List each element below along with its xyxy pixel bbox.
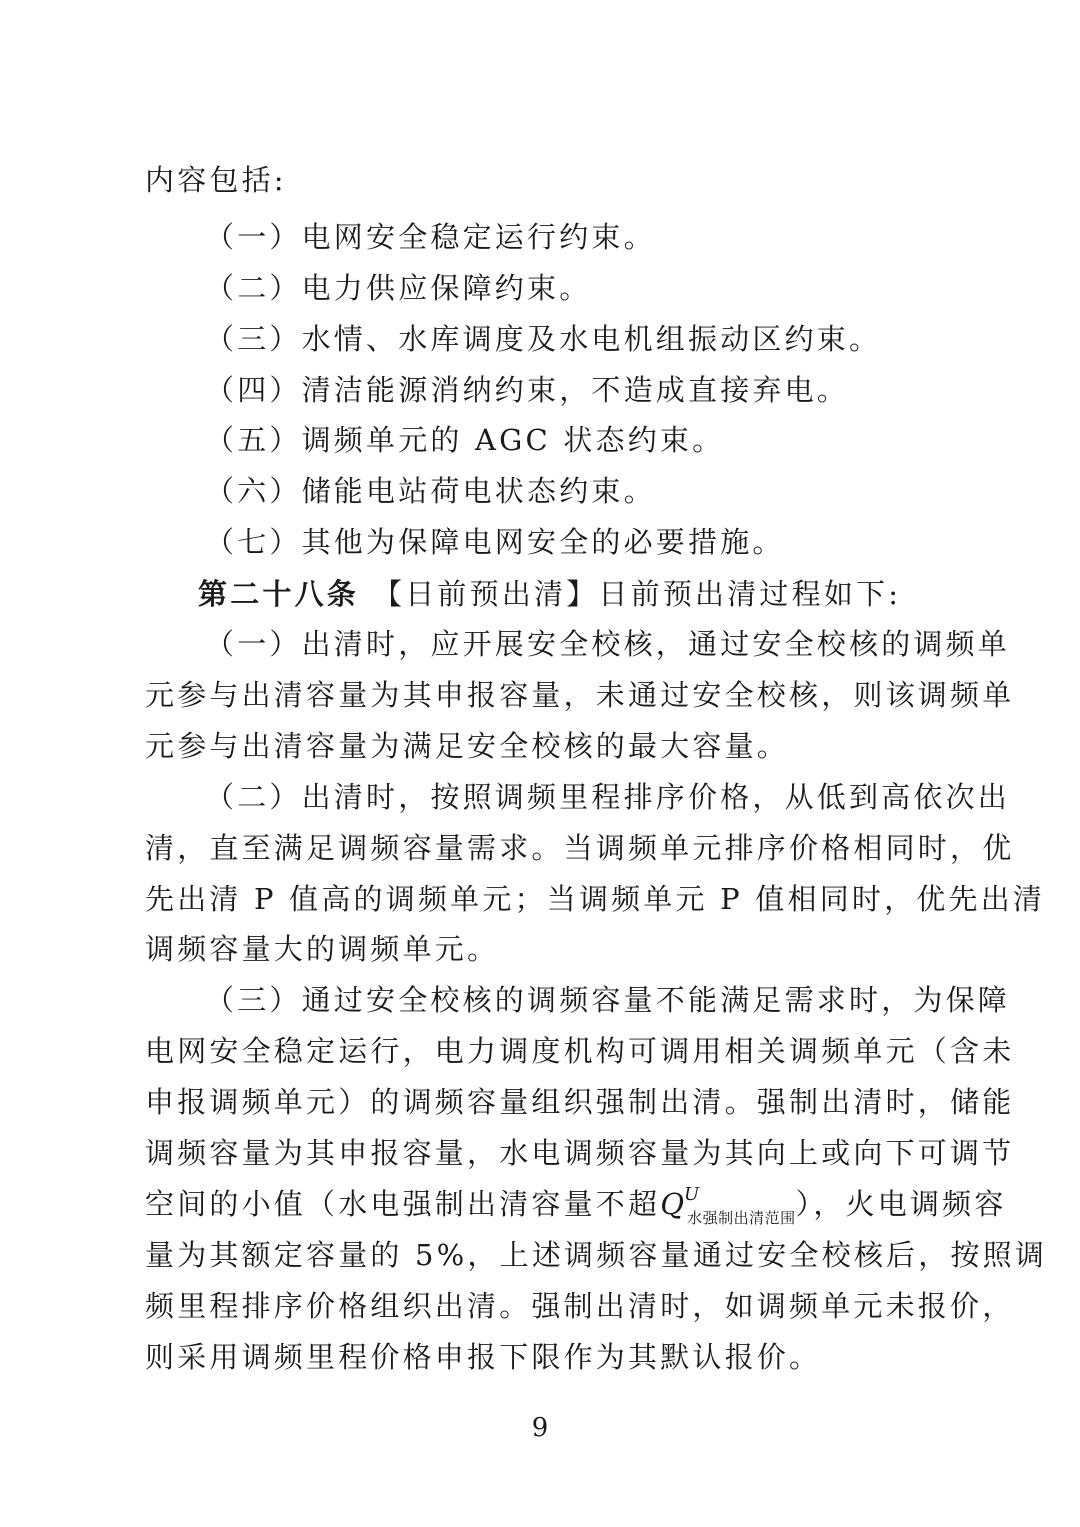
paragraph-line: 频里程排序价格组织出清。强制出清时，如调频单元未报价， [145, 1289, 1015, 1323]
paragraph-line: 申报调频单元）的调频容量组织强制出清。强制出清时，储能 [145, 1085, 1015, 1119]
article-title: 【日前预出清】日前预出清过程如下: [373, 577, 902, 611]
article-number: 第二十八条 [198, 577, 360, 611]
paragraph-line: 调频容量大的调频单元。 [145, 932, 500, 966]
list-item: （六）储能电站荷电状态约束。 [205, 474, 656, 508]
list-item: （七）其他为保障电网安全的必要措施。 [205, 525, 785, 559]
page-number: 9 [531, 1413, 549, 1443]
list-item: （二）电力供应保障约束。 [205, 271, 592, 305]
list-item: （五）调频单元的 AGC 状态约束。 [205, 423, 725, 457]
formula-line-after: ），火电调频容 [795, 1187, 1007, 1221]
formula-q-symbol: Q [660, 1187, 684, 1221]
paragraph-line: 元参与出清容量为满足安全校核的最大容量。 [145, 729, 790, 763]
paragraph-line: 则采用调频里程价格申报下限作为其默认报价。 [145, 1340, 822, 1374]
paragraph-line: 先出清 P 值高的调频单元；当调频单元 P 值相同时，优先出清 [145, 882, 1046, 916]
formula-line [145, 1184, 1007, 1229]
paragraph-line: （三）通过安全校核的调频容量不能满足需求时，为保障 [205, 983, 1011, 1017]
formula-superscript: U [683, 1184, 700, 1205]
paragraph-line: 清，直至满足调频容量需求。当调频单元排序价格相同时，优 [145, 831, 1015, 865]
paragraph-line: 内容包括: [145, 163, 287, 197]
list-item: （三）水情、水库调度及水电机组振动区约束。 [205, 322, 882, 356]
paragraph-line: 电网安全稳定运行，电力调度机构可调用相关调频单元（含未 [145, 1034, 1015, 1068]
formula-subscript: 水强制出清范围 [687, 1209, 796, 1227]
formula-line-before: 空间的小值（水电强制出清容量不超 [145, 1187, 661, 1221]
article-heading-line [198, 574, 998, 614]
list-item: （一）电网安全稳定运行约束。 [205, 220, 656, 254]
paragraph-line: （二）出清时，按照调频里程排序价格，从低到高依次出 [205, 780, 1011, 814]
paragraph-line: 量为其额定容量的 5%，上述调频容量通过安全校核后，按照调 [145, 1238, 1048, 1272]
paragraph-line: 调频容量为其申报容量，水电调频容量为其向上或向下可调节 [145, 1136, 1015, 1170]
paragraph-line: （一）出清时，应开展安全校核，通过安全校核的调频单 [205, 627, 1011, 661]
list-item: （四）清洁能源消纳约束，不造成直接弃电。 [205, 373, 850, 407]
paragraph-line: 元参与出清容量为其申报容量，未通过安全校核，则该调频单 [145, 678, 1015, 712]
